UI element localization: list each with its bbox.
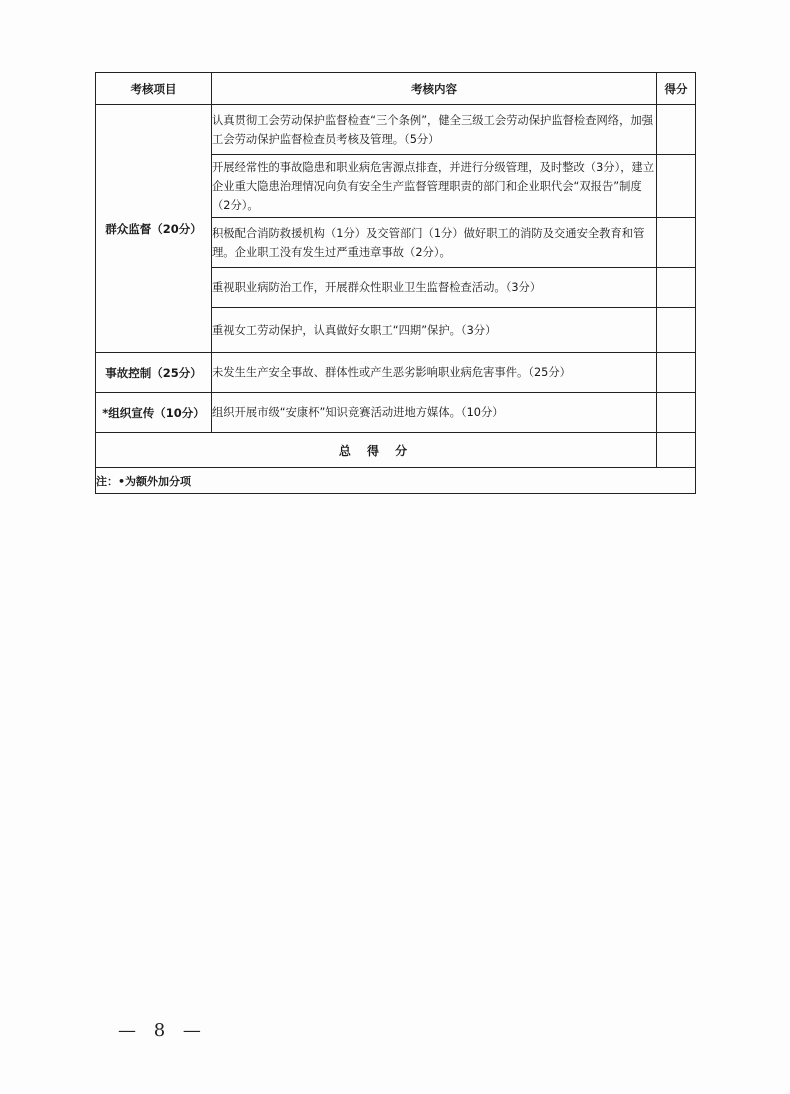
header-item: 考核项目 [96,73,212,105]
score-cell[interactable] [657,155,696,218]
content-cell: 积极配合消防救援机构（1分）及交管部门（1分）做好职工的消防及交通安全教育和管理。企业职工没有发生过严重违章事故（2分）。 [212,218,657,268]
note-row [96,468,696,494]
score-cell[interactable] [657,393,696,433]
table-row [96,393,696,433]
total-score-cell[interactable] [657,433,696,468]
category-cell: *组织宣传（10分） [96,393,212,433]
total-label: 总 得 分 [96,433,657,468]
table-row [96,353,696,393]
score-cell[interactable] [657,218,696,268]
score-cell[interactable] [657,308,696,353]
page-number: — 8 — [118,1020,207,1041]
category-cell: 群众监督（20分） [96,105,212,353]
content-cell: 重视职业病防治工作，开展群众性职业卫生监督检查活动。（3分） [212,268,657,308]
table-row [96,105,696,155]
content-cell: 重视女工劳动保护，认真做好女职工“四期”保护。（3分） [212,308,657,353]
content-cell: 组织开展市级“安康杯”知识竞赛活动进地方媒体。（10分） [212,393,657,433]
assessment-table [95,72,696,494]
total-row [96,433,696,468]
score-cell[interactable] [657,353,696,393]
score-cell[interactable] [657,105,696,155]
content-cell: 认真贯彻工会劳动保护监督检查“三个条例”，健全三级工会劳动保护监督检查网络，加强工会劳动保护监督检查员考核及管理。（5分） [212,105,657,155]
content-cell: 未发生生产安全事故、群体性或产生恶劣影响职业病危害事件。（25分） [212,353,657,393]
score-cell[interactable] [657,268,696,308]
header-score: 得分 [657,73,696,105]
table-header-row [96,73,696,105]
header-content: 考核内容 [212,73,657,105]
content-cell: 开展经常性的事故隐患和职业病危害源点排查，并进行分级管理，及时整改（3分），建立企业重大隐患治理情况向负有安全生产监督管理职责的部门和企业职代会“双报告”制度（2分）。 [212,155,657,218]
note-text: 注：•为额外加分项 [96,468,696,494]
category-cell: 事故控制（25分） [96,353,212,393]
